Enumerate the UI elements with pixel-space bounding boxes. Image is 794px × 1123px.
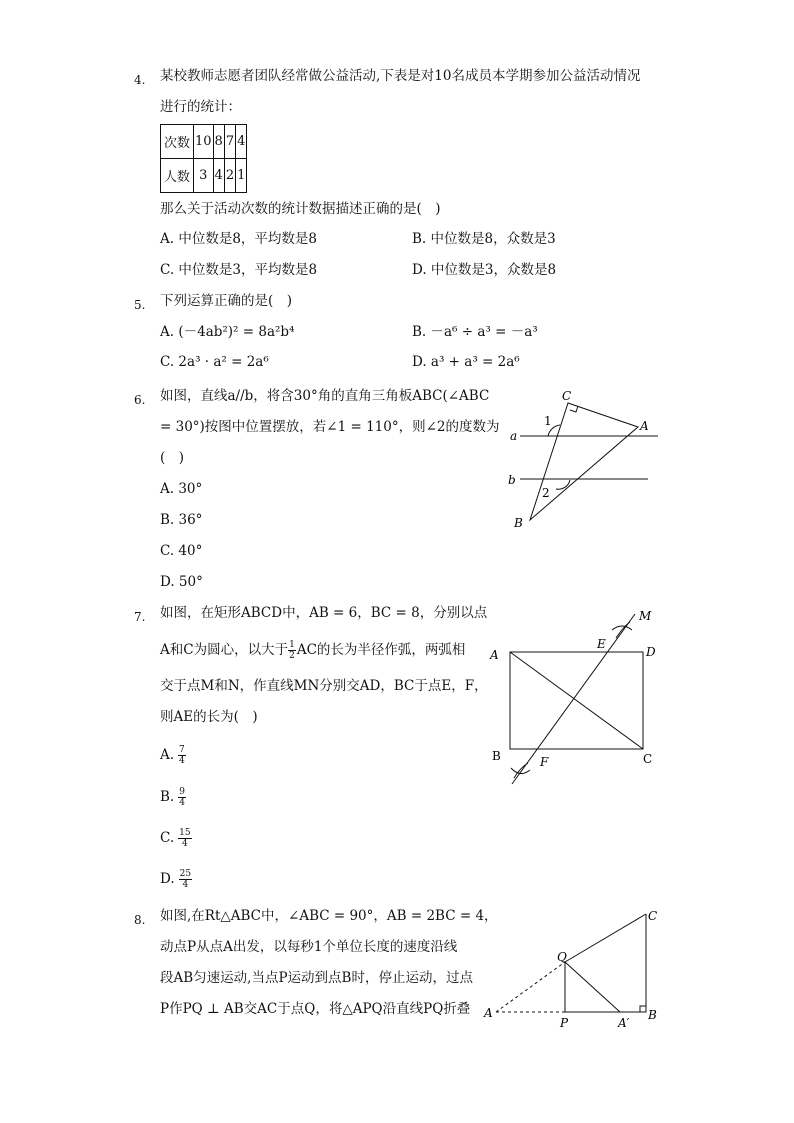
q7-stem-line3: 交于点M和N，作直线MN分别交AD，BC于点E，F， [160,678,488,694]
q4-option-d[interactable]: D. 中位数是3，众数是8 [412,262,557,278]
fraction-denominator: 4 [179,798,185,808]
label-b: B [648,1008,657,1022]
q4-question: 那么关于活动次数的统计数据描述正确的是( ) [160,201,441,217]
q7-figure [480,600,670,790]
diagonal-ac [510,652,643,749]
q7-number: 7. [134,610,146,624]
table-row-label: 人数 [161,159,194,193]
option-label: A. [160,747,175,763]
fraction-half [288,640,296,661]
label-a-prime: A′ [618,1016,630,1030]
segment-cq [565,914,646,962]
q5-option-d[interactable]: D. a³ + a³ = 2a⁶ [412,354,520,370]
label-p: P [560,1016,569,1030]
q7-option-a[interactable] [160,745,186,766]
q4-number: 4. [134,73,146,87]
q4-option-c[interactable]: C. 中位数是3，平均数是8 [160,262,318,278]
option-fraction [178,787,186,808]
fraction-numerator: 15 [179,828,191,838]
angle-1-label: 1 [544,414,552,428]
table-cell: 2 [224,159,235,193]
q7-stem-line2 [160,640,465,661]
q7-line2-pre: A和C为圆心，以大于 [160,642,289,658]
label-a: A [490,648,499,662]
q6-number: 6. [134,393,146,407]
q7-option-c[interactable] [160,828,192,849]
table-cell: 8 [213,125,224,159]
q7-line2-post: AC的长为半径作弧，两弧相 [296,642,466,658]
table-cell: 7 [224,125,235,159]
fraction-denominator: 4 [182,839,188,849]
q4-stat-table [160,124,247,193]
fraction-denominator: 4 [179,756,185,766]
q6-figure [500,385,670,535]
fraction-denominator: 4 [182,880,189,890]
label-c: C [643,752,653,766]
q7-option-d[interactable] [160,869,192,890]
q8-figure [480,900,670,1030]
table-row [161,125,247,159]
q6-option-c[interactable]: C. 40° [160,543,203,559]
option-label: C. [160,830,175,846]
label-b: B [492,749,501,763]
q7-stem-line1: 如图，在矩形ABCD中，AB = 6，BC = 8，分别以点 [160,605,488,621]
label-q: Q [557,950,567,964]
label-e: E [597,637,606,651]
q6-stem-line2: = 30°)按图中位置摆放，若∠1 = 110°，则∠2的度数为 [160,419,500,435]
table-row-label: 次数 [161,125,194,159]
q7-option-b[interactable] [160,787,186,808]
table-cell: 10 [194,125,214,159]
q5-number: 5. [134,298,146,312]
option-fraction [179,869,192,890]
table-cell: 4 [213,159,224,193]
label-f: F [540,755,549,769]
label-b: B [514,516,523,530]
line-a-label: a [510,429,518,443]
label-c: C [562,389,572,403]
right-angle-mark [570,406,578,412]
q8-stem-line2: 动点P从点A出发，以每秒1个单位长度的速度沿线 [160,939,458,955]
label-a: A [484,1006,493,1020]
q8-stem-line1: 如图,在Rt△ABC中，∠ABC = 90°，AB = 2BC = 4， [160,908,498,924]
q4-option-a[interactable]: A. 中位数是8，平均数是8 [160,231,318,247]
table-cell: 1 [236,159,247,193]
q6-option-d[interactable]: D. 50° [160,574,203,590]
option-label: D. [160,871,175,887]
table-cell: 3 [194,159,214,193]
q4-stem-line1: 某校教师志愿者团队经常做公益活动,下表是对10名成员本学期参加公益活动情况 [160,68,641,84]
q5-question: 下列运算正确的是( ) [160,293,293,309]
right-angle-mark [640,1006,646,1012]
q5-option-b[interactable]: B. －a⁶ ÷ a³ = －a³ [412,324,538,340]
q6-option-b[interactable]: B. 36° [160,512,203,528]
label-m: M [639,609,652,623]
q8-stem-line3: 段AB匀速运动,当点P运动到点B时，停止运动，过点 [160,970,473,986]
q6-stem-line3: ( ) [160,450,185,466]
q8-stem-line4: P作PQ ⊥ AB交AC于点Q，将△APQ沿直线PQ折叠 [160,1001,471,1017]
option-fraction [178,828,191,849]
segment-qa-prime [565,962,620,1012]
fraction-numerator: 25 [179,869,192,879]
q6-option-a[interactable]: A. 30° [160,481,203,497]
fraction-numerator: 7 [179,745,185,755]
fraction-numerator: 1 [289,640,295,650]
label-c: C [648,909,658,923]
angle-2-label: 2 [542,486,550,500]
dashed-aq [496,962,565,1012]
option-label: B. [160,789,175,805]
line-mn [512,614,635,784]
q8-number: 8. [134,913,146,927]
q4-option-b[interactable]: B. 中位数是8，众数是3 [412,231,556,247]
q4-stem-line2: 进行的统计： [160,99,241,115]
table-cell: 4 [236,125,247,159]
q6-stem-line1: 如图，直线a//b，将含30°角的直角三角板ABC(∠ABC [160,388,490,404]
option-fraction [178,745,186,766]
label-d: D [646,645,656,659]
q5-option-c[interactable]: C. 2a³ · a² = 2a⁶ [160,354,269,370]
fraction-denominator: 2 [289,651,295,661]
table-row [161,159,247,193]
fraction-numerator: 9 [179,787,185,797]
q7-stem-line4: 则AE的长为( ) [160,709,258,725]
q5-option-a[interactable]: A. (－4ab²)² = 8a²b⁴ [160,324,295,340]
line-b-label: b [508,473,516,487]
label-a: A [640,419,649,433]
